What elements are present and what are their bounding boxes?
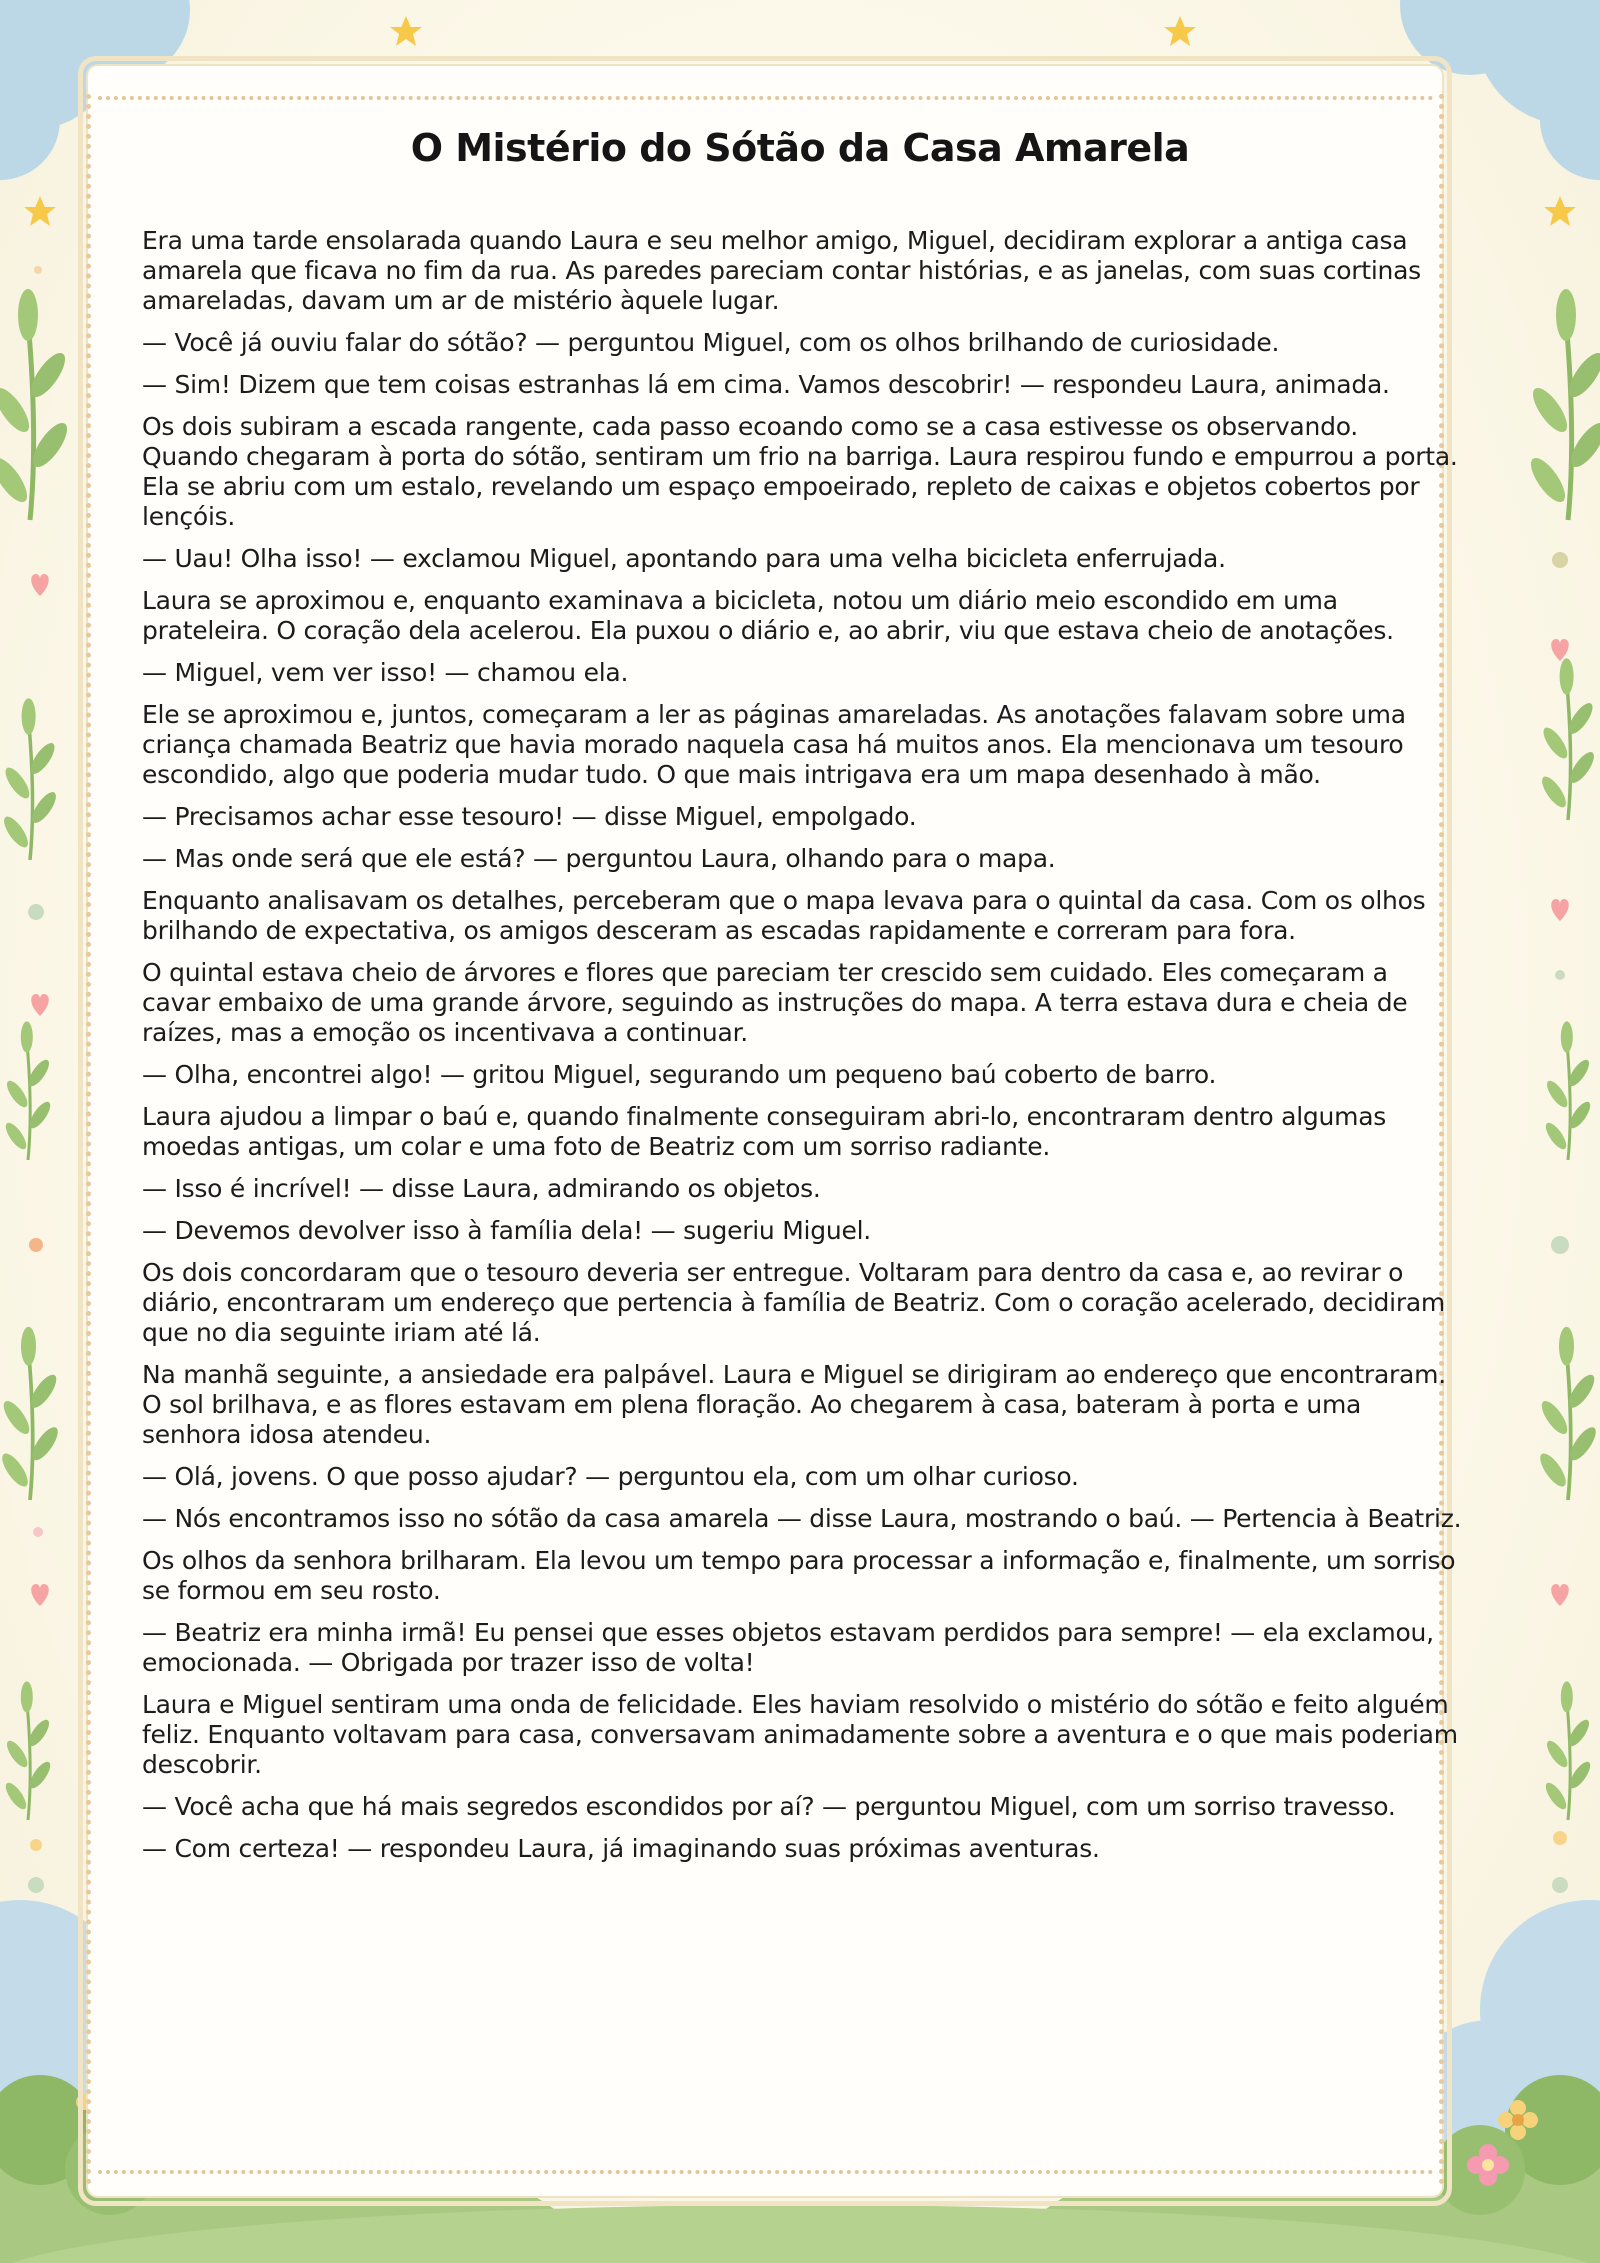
story-paragraph: Os dois subiram a escada rangente, cada passo ecoando como se a casa estivesse os observando. Quando chegaram à porta do sótão, sentiram um frio na barriga. Laura respirou fundo e empurrou a porta. Ela se abriu com um estalo, revelando um espaço empoeirado, repleto de caixas e objetos cobertos por lençóis. — [142, 412, 1458, 531]
story-paragraph: — Sim! Dizem que tem coisas estranhas lá em cima. Vamos descobrir! — respondeu Laura, animada. — [142, 370, 1390, 399]
story-paragraph: — Olha, encontrei algo! — gritou Miguel, segurando um pequeno baú coberto de barro. — [142, 1060, 1217, 1089]
story-title: O Mistério do Sótão da Casa Amarela — [410, 126, 1190, 170]
story-paragraph: Na manhã seguinte, a ansiedade era palpável. Laura e Miguel se dirigiram ao endereço que encontraram. O sol brilhava, e as flores estavam em plena floração. Ao chegarem à casa, bateram à porta e uma senhora idosa atendeu. — [142, 1360, 1446, 1449]
story-paragraph: Ele se aproximou e, juntos, começaram a ler as páginas amareladas. As anotações falavam sobre uma criança chamada Beatriz que havia morado naquela casa há muitos anos. Ela mencionava um tesouro escondido, algo que poderia mudar tudo. O que mais intrigava era um mapa desenhado à mão. — [142, 700, 1406, 789]
story-paragraph: — Você já ouviu falar do sótão? — perguntou Miguel, com os olhos brilhando de curiosidade. — [142, 328, 1280, 357]
story-paragraph: Os dois concordaram que o tesouro deveria ser entregue. Voltaram para dentro da casa e, ao revirar o diário, encontraram um endereço que pertencia à família de Beatriz. Com o coração acelerado, decidiram que no dia seguinte iriam até lá. — [142, 1258, 1446, 1347]
story-paragraph: Os olhos da senhora brilharam. Ela levou um tempo para processar a informação e, finalmente, um sorriso se formou em seu rosto. — [142, 1546, 1456, 1605]
story-body — [142, 226, 1462, 1876]
story-paragraph: — Com certeza! — respondeu Laura, já imaginando suas próximas aventuras. — [142, 1834, 1100, 1863]
story-paragraph: — Nós encontramos isso no sótão da casa amarela — disse Laura, mostrando o baú. — Pertencia à Beatriz. — [142, 1504, 1462, 1533]
story-paragraph: Laura ajudou a limpar o baú e, quando finalmente conseguiram abri-lo, encontraram dentro algumas moedas antigas, um colar e uma foto de Beatriz com um sorriso radiante. — [142, 1102, 1387, 1161]
story-paragraph: Era uma tarde ensolarada quando Laura e seu melhor amigo, Miguel, decidiram explorar a antiga casa amarela que ficava no fim da rua. As paredes pareciam contar histórias, e as janelas, com suas cortinas amareladas, davam um ar de mistério àquele lugar. — [142, 226, 1421, 315]
story-paragraph: — Mas onde será que ele está? — perguntou Laura, olhando para o mapa. — [142, 844, 1056, 873]
top-dotted-border — [98, 96, 1434, 100]
story-paragraph: — Uau! Olha isso! — exclamou Miguel, apontando para uma velha bicicleta enferrujada. — [142, 544, 1226, 573]
story-paragraph: Laura se aproximou e, enquanto examinava a bicicleta, notou um diário meio escondido em uma prateleira. O coração dela acelerou. Ela puxou o diário e, ao abrir, viu que estava cheio de anotações. — [142, 586, 1394, 645]
story-paragraph: O quintal estava cheio de árvores e flores que pareciam ter crescido sem cuidado. Eles começaram a cavar embaixo de uma grande árvore, seguindo as instruções do mapa. A terra estava dura e cheia de raízes, mas a emoção os incentivava a continuar. — [142, 958, 1408, 1047]
story-paragraph: — Beatriz era minha irmã! Eu pensei que esses objetos estavam perdidos para sempre! — ela exclamou, emocionada. — Obrigada por trazer isso de volta! — [142, 1618, 1434, 1677]
story-paragraph: — Miguel, vem ver isso! — chamou ela. — [142, 658, 629, 687]
story-paragraph: — Você acha que há mais segredos escondidos por aí? — perguntou Miguel, com um sorriso travesso. — [142, 1792, 1396, 1821]
story-paragraph: — Isso é incrível! — disse Laura, admirando os objetos. — [142, 1174, 821, 1203]
story-paragraph: — Devemos devolver isso à família dela! — sugeriu Miguel. — [142, 1216, 871, 1245]
bottom-dotted-border — [98, 2170, 1434, 2174]
story-paragraph: — Olá, jovens. O que posso ajudar? — perguntou ela, com um olhar curioso. — [142, 1462, 1079, 1491]
story-paragraph: Enquanto analisavam os detalhes, perceberam que o mapa levava para o quintal da casa. Com os olhos brilhando de expectativa, os amigos desceram as escadas rapidamente e correram para fora. — [142, 886, 1426, 945]
story-paragraph: — Precisamos achar esse tesouro! — disse Miguel, empolgado. — [142, 802, 917, 831]
story-paragraph: Laura e Miguel sentiram uma onda de felicidade. Eles haviam resolvido o mistério do sótão e feito alguém feliz. Enquanto voltavam para casa, conversavam animadamente sobre a aventura e o que mais poderiam descobrir. — [142, 1690, 1458, 1779]
